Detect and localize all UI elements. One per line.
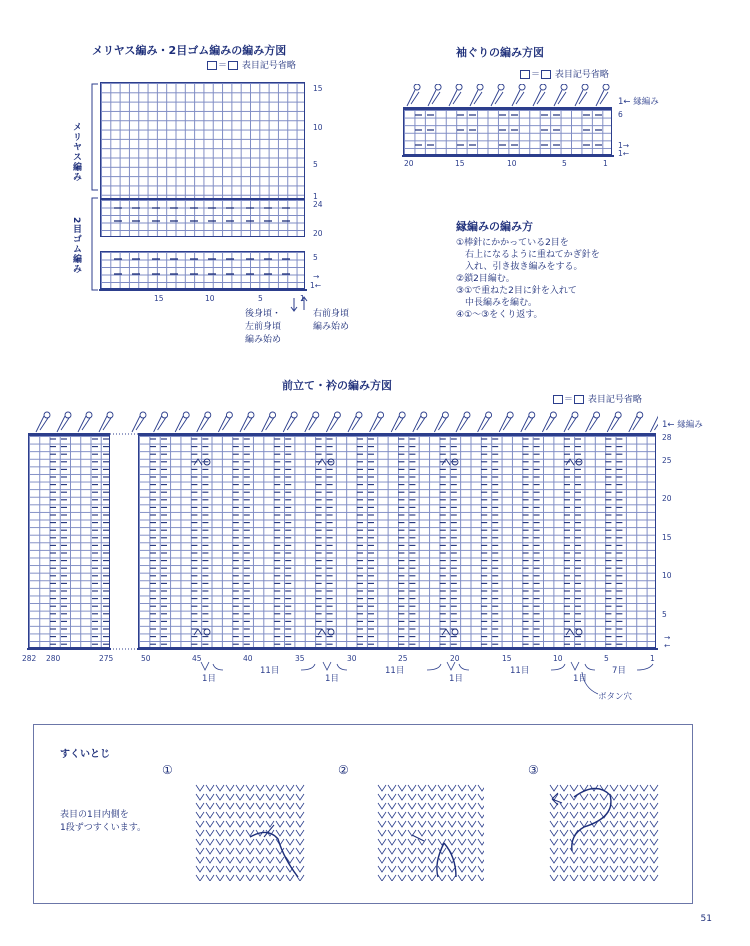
chart3-col-label: 25 bbox=[398, 654, 408, 663]
chart1-col-label: 10 bbox=[205, 294, 215, 303]
chart2-edge-label: 1← 縁編み bbox=[618, 97, 659, 107]
legend-text: 表目記号省略 bbox=[554, 70, 609, 80]
blank-square-icon bbox=[553, 395, 563, 404]
chart3-col-label: 35 bbox=[295, 654, 305, 663]
chart3-spacing: 1目 bbox=[449, 674, 463, 684]
edge-step: ③①で重ねた2目に針を入れて bbox=[456, 286, 577, 296]
edge-instructions-title: 縁編みの編み方 bbox=[456, 220, 533, 233]
chart3-col-label: 10 bbox=[553, 654, 563, 663]
chart3-edge-symbols bbox=[28, 408, 658, 434]
chart3-spacing: 11目 bbox=[385, 666, 405, 676]
chart1-section-top-label: メリヤス編み bbox=[71, 122, 81, 182]
chart1-row-label: 20 bbox=[313, 229, 323, 238]
edge-step: ②鎖2目編む。 bbox=[456, 274, 515, 284]
chart1-row-label: 15 bbox=[313, 84, 323, 93]
chart1-purl-marks bbox=[100, 199, 305, 289]
chart3-baseline-right bbox=[137, 648, 658, 650]
sukui-title: すくいとじ bbox=[60, 749, 110, 760]
chart2-row-label: 1→ bbox=[618, 141, 630, 150]
sukui-illustration-2 bbox=[372, 777, 484, 881]
chart1-section-bottom-label: 2目ゴム編み bbox=[71, 217, 81, 275]
chart2-baseline bbox=[402, 155, 614, 157]
chart3-col-label: 282 bbox=[22, 654, 37, 663]
chart3-purl-marks bbox=[28, 435, 656, 648]
chart3-col-label: 1 bbox=[650, 654, 655, 663]
chart1-baseline bbox=[99, 289, 307, 291]
chart2-col-label: 5 bbox=[562, 159, 567, 168]
chart1-arrow-left: 1← bbox=[310, 281, 322, 290]
chart3-row-label: 20 bbox=[662, 494, 672, 503]
sukui-illustration-1 bbox=[190, 777, 310, 881]
chart1-legend bbox=[206, 58, 296, 71]
chart3-spacing: 1目 bbox=[325, 674, 339, 684]
blank-square-icon bbox=[520, 70, 530, 79]
legend-text: 表目記号省略 bbox=[241, 61, 296, 71]
legend-eq: ＝ bbox=[531, 70, 541, 80]
chart3-spacing: 11目 bbox=[260, 666, 280, 676]
edge-step: 中長編みを編む。 bbox=[456, 298, 538, 308]
chart3-row-label: 10 bbox=[662, 571, 672, 580]
chart1-row-label: 5 bbox=[313, 253, 318, 262]
chart1-row-label: 24 bbox=[313, 200, 323, 209]
sukui-step-3: ③ bbox=[528, 763, 539, 777]
chart3-row-label: 25 bbox=[662, 456, 672, 465]
chart2-purl-marks bbox=[403, 109, 612, 155]
chart3-row-label: 28 bbox=[662, 433, 672, 442]
chart3-col-label: 45 bbox=[192, 654, 202, 663]
chart1-arrow-right: → bbox=[313, 272, 320, 281]
chart3-col-label: 20 bbox=[450, 654, 460, 663]
edge-step: ①棒針にかかっている2目を bbox=[456, 238, 569, 248]
chart1-row-label: 10 bbox=[313, 123, 323, 132]
chart3-col-label: 15 bbox=[502, 654, 512, 663]
edge-step: 入れ、引き抜き編みをする。 bbox=[456, 262, 583, 272]
chart3-row-label: ← bbox=[664, 641, 671, 650]
page-number: 51 bbox=[700, 914, 712, 924]
sukui-panel bbox=[33, 724, 693, 904]
chart1-row-label: 5 bbox=[313, 160, 318, 169]
blank-square-icon bbox=[207, 61, 217, 70]
chart3-col-label: 5 bbox=[604, 654, 609, 663]
sukui-step-1: ① bbox=[162, 763, 173, 777]
chart1-note-right: 右前身頃 編み始め bbox=[313, 309, 350, 332]
chart1-title: メリヤス編み・2目ゴム編みの編み方図 bbox=[92, 44, 287, 57]
chart2-col-label: 20 bbox=[404, 159, 414, 168]
chart1-start-arrows bbox=[290, 296, 310, 314]
edge-instructions-list bbox=[456, 237, 600, 321]
legend-eq: ＝ bbox=[218, 61, 228, 71]
legend-text: 表目記号省略 bbox=[587, 395, 642, 405]
chart2-col-label: 1 bbox=[603, 159, 608, 168]
chart3-button-hole-label: ボタン穴 bbox=[598, 692, 633, 702]
chart1-grid-top bbox=[100, 82, 305, 199]
chart3-col-label: 40 bbox=[243, 654, 253, 663]
chart1-col-label: 15 bbox=[154, 294, 164, 303]
chart3-col-label: 275 bbox=[99, 654, 114, 663]
chart3-title: 前立て・衿の編み方図 bbox=[282, 379, 392, 392]
chart2-edge-symbols bbox=[403, 84, 615, 108]
purl-square-icon bbox=[541, 70, 551, 79]
chart3-spacing: 1目 bbox=[573, 674, 587, 684]
sukui-step-2: ② bbox=[338, 763, 349, 777]
chart3-legend bbox=[552, 392, 642, 405]
purl-square-icon bbox=[228, 61, 238, 70]
chart3-col-label: 280 bbox=[46, 654, 61, 663]
chart3-col-label: 30 bbox=[347, 654, 357, 663]
edge-step: ④①～③をくり返す。 bbox=[456, 310, 543, 320]
chart1-note-left: 後身頃・ 左前身頃 編み始め bbox=[245, 309, 282, 345]
purl-square-icon bbox=[574, 395, 584, 404]
sukui-illustration-3 bbox=[544, 777, 664, 881]
chart3-spacing: 1目 bbox=[202, 674, 216, 684]
chart2-row-label: 1← bbox=[618, 149, 630, 158]
chart3-row-label: 15 bbox=[662, 533, 672, 542]
chart3-spacing: 7目 bbox=[612, 666, 626, 676]
chart2-row-label: 6 bbox=[618, 110, 623, 119]
chart3-edge-label: 1← 縁編み bbox=[662, 420, 703, 430]
chart2-legend bbox=[519, 67, 609, 80]
chart3-row-label: 5 bbox=[662, 610, 667, 619]
legend-eq: ＝ bbox=[564, 395, 574, 405]
chart2-col-label: 10 bbox=[507, 159, 517, 168]
chart2-col-label: 15 bbox=[455, 159, 465, 168]
chart2-title: 袖ぐりの編み方図 bbox=[456, 46, 544, 59]
chart3-row-label: → bbox=[664, 633, 671, 642]
chart3-spacing: 11目 bbox=[510, 666, 530, 676]
chart1-col-label: 1 bbox=[300, 294, 305, 303]
chart3-baseline-left bbox=[27, 648, 111, 650]
chart1-col-label: 5 bbox=[258, 294, 263, 303]
chart3-col-label: 50 bbox=[141, 654, 151, 663]
sukui-description: 表目の1目内側を 1段ずつすくいます。 bbox=[60, 810, 147, 833]
chart1-row-label: 1 bbox=[313, 192, 318, 201]
edge-step: 右上になるように重ねてかぎ針を bbox=[456, 250, 600, 260]
